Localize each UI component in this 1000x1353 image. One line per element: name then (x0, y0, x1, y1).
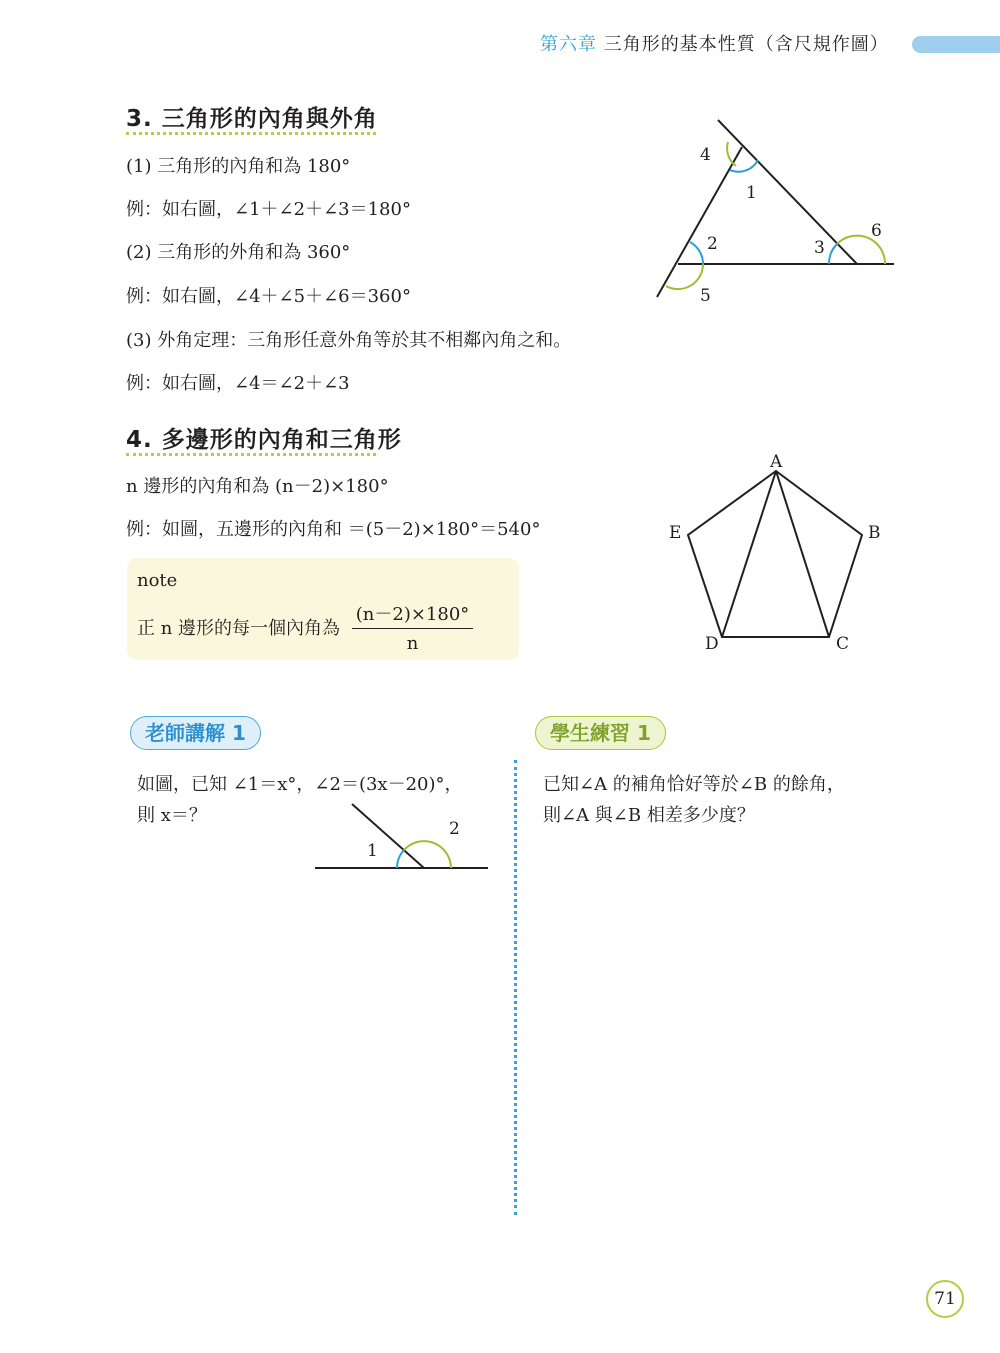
s4-line-2: 例：如圖，五邊形的內角和 ＝(5－2)×180°＝540° (126, 519, 541, 540)
student-question-line-1: 已知∠A 的補角恰好等於∠B 的餘角， (543, 774, 845, 795)
note-label: note (137, 570, 178, 591)
tri-label-6: 6 (871, 221, 882, 241)
s3-line-3: (2) 三角形的外角和為 360° (126, 242, 351, 263)
chapter-tab-bar (912, 36, 1000, 53)
s3-line-6: 例：如右圖，∠4＝∠2＋∠3 (126, 373, 350, 394)
section-4-underline (126, 453, 376, 456)
s3-line-4: 例：如右圖，∠4＋∠5＋∠6＝360° (126, 286, 411, 307)
section-3-title: 3. 三角形的內角與外角 (126, 106, 378, 132)
teacher-badge: 老師講解 1 (130, 716, 261, 750)
angle-ray (352, 804, 424, 868)
angle-label-2: 2 (449, 819, 460, 839)
note-text: 正 n 邊形的每一個內角為 (137, 618, 341, 639)
tri-label-5: 5 (700, 286, 711, 306)
angle-1-arc-small (397, 850, 404, 868)
angle-2-arc (690, 242, 703, 264)
vertex-D: D (705, 634, 719, 654)
vertex-B: B (868, 523, 881, 543)
tri-label-4: 4 (700, 145, 711, 165)
student-question-line-2: 則∠A 與∠B 相差多少度？ (543, 805, 755, 826)
tri-label-1: 1 (746, 183, 757, 203)
angle-label-1: 1 (367, 841, 378, 861)
note-formula (137, 600, 473, 654)
teacher-question-line-2: 則 x＝？ (137, 805, 207, 826)
vertex-A: A (770, 452, 783, 472)
vertex-C: C (836, 634, 850, 654)
note-box (127, 558, 519, 660)
angle-figure (310, 800, 495, 875)
tri-label-2: 2 (707, 234, 718, 254)
s3-line-2: 例：如右圖，∠1＋∠2＋∠3＝180° (126, 199, 411, 220)
vertex-E: E (669, 523, 682, 543)
student-badge: 學生練習 1 (535, 716, 666, 750)
diagonal-AD (722, 471, 776, 637)
chapter-header (540, 30, 889, 56)
s3-line-5: (3) 外角定理：三角形任意外角等於其不相鄰內角之和。 (126, 330, 572, 351)
chapter-number: 第六章 (540, 34, 597, 55)
diagonal-AC (776, 471, 829, 637)
triangle-side-right (718, 120, 857, 264)
triangle-side-left (657, 147, 742, 297)
s3-line-1: (1) 三角形的內角和為 180° (126, 156, 351, 177)
note-fraction (352, 600, 474, 654)
fraction-numerator: (n－2)×180° (352, 600, 474, 629)
s4-line-1: n 邊形的內角和為 (n－2)×180° (126, 476, 389, 497)
angle-4-arc (727, 142, 736, 166)
pentagon-outline (688, 471, 862, 637)
tri-label-3: 3 (814, 238, 825, 258)
teacher-question-line-1: 如圖，已知 ∠1＝x°，∠2＝(3x－20)°， (137, 774, 463, 795)
column-divider (514, 760, 517, 1215)
angle-2-arc-small (404, 841, 451, 868)
chapter-title: 三角形的基本性質（含尺規作圖） (603, 34, 889, 55)
page-number: 71 (926, 1280, 964, 1318)
section-4-title: 4. 多邊形的內角和三角形 (126, 427, 402, 453)
triangle-figure (640, 110, 910, 310)
section-3-underline (126, 132, 376, 135)
pentagon-figure (660, 445, 890, 655)
angle-3-arc (829, 244, 837, 264)
angle-5-arc (666, 264, 703, 289)
fraction-denominator: n (406, 633, 419, 654)
